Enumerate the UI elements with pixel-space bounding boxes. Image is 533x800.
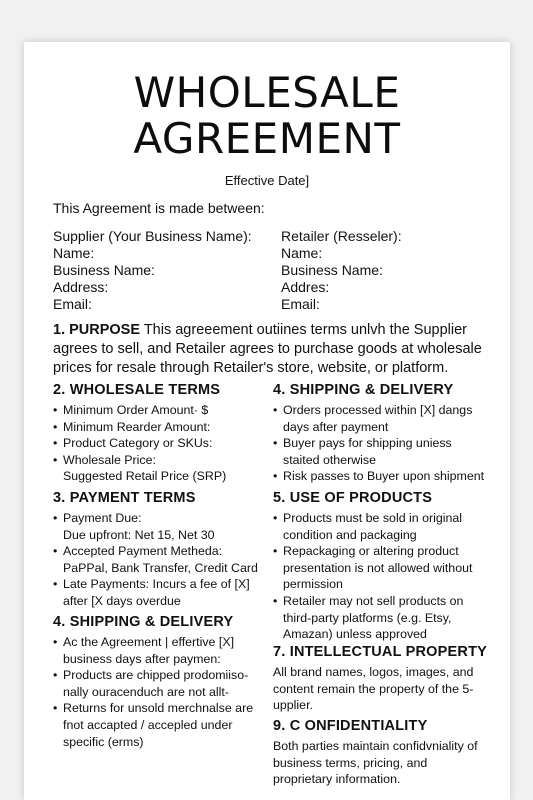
shipping-left-heading: 4. SHIPPING & DELIVERY <box>53 614 234 630</box>
list-item: • Products must be sold in original condition and packaging <box>273 510 487 543</box>
shipping-right-heading: 4. SHIPPING & DELIVERY <box>273 382 454 398</box>
use-of-products-heading: 5. USE OF PRODUCTS <box>273 490 433 506</box>
retailer-address-field: Addres: <box>281 279 330 295</box>
wholesale-terms-section <box>53 382 267 485</box>
intellectual-property-heading: 7. INTELLECTUAL PROPERTY <box>273 644 487 660</box>
payment-terms-heading: 3. PAYMENT TERMS <box>53 490 196 506</box>
intellectual-property-text: All brand names, logos, images, and content remain the property of the 5-upplier. <box>273 665 474 713</box>
list-item: • Products are chipped prodomiiso-nally ouracenduch are not allt- <box>53 667 267 700</box>
confidentiality-section <box>273 718 487 788</box>
retailer-email-field: Email: <box>281 296 320 312</box>
list-item: • Returns for unsold merchnalse are fnot accapted / accepled under specific (erms) <box>53 700 267 750</box>
intellectual-property-section <box>273 644 487 714</box>
shipping-right-section <box>273 382 487 485</box>
list-item: • Ac the Agreement | effertive [X] business days after paymen: <box>53 634 267 667</box>
list-item: • Orders processed within [X] dangs days after payment <box>273 402 487 435</box>
list-item: • Risk passes to Buyer upon shipment <box>273 468 487 485</box>
agreement-document <box>24 42 510 800</box>
supplier-name-field: Name: <box>53 245 95 261</box>
list-item: • Accepted Payment Metheda: PaPPal, Bank Transfer, Credit Card <box>53 543 267 576</box>
list-item: • Minimum Rearder Amount: <box>53 419 267 436</box>
retailer-name-field: Name: <box>281 245 323 261</box>
confidentiality-heading: 9. C ONFIDENTIALITY <box>273 718 428 734</box>
list-item: • Product Category or SKUs: <box>53 435 267 452</box>
supplier-address-field: Address: <box>53 279 109 295</box>
supplier-email-field: Email: <box>53 296 92 312</box>
list-item: • Late Payments: Incurs a fee of [X] after [X days overdue <box>53 576 267 609</box>
list-item: • Payment Due: Due upfront: Net 15, Net 30 <box>53 510 267 543</box>
shipping-left-section <box>53 614 267 750</box>
use-of-products-section <box>273 490 487 643</box>
supplier-heading: Supplier (Your Business Name): <box>53 228 252 244</box>
list-item: • Wholesale Price: Suggested Retail Price (SRP) <box>53 452 267 485</box>
retailer-block <box>281 228 402 313</box>
wholesale-terms-heading: 2. WHOLESALE TERMS <box>53 382 221 398</box>
title-line-1: WHOLESALE <box>133 68 401 117</box>
effective-date: Effective Date] <box>224 173 310 188</box>
title-line-2: AGREEMENT <box>133 114 401 163</box>
confidentiality-text: Both parties maintain confidvniality of business terms, pricing, and proprietary information. <box>273 739 478 787</box>
list-item: • Repackaging or altering product presentation is not allowed without permission <box>273 543 487 593</box>
payment-terms-section <box>53 490 267 610</box>
supplier-business-name-field: Business Name: <box>53 262 155 278</box>
document-title <box>24 70 510 162</box>
list-item: • Buyer pays for shipping uniess staited otherwise <box>273 435 487 468</box>
retailer-business-name-field: Business Name: <box>281 262 383 278</box>
retailer-heading: Retailer (Resseler): <box>281 228 402 244</box>
purpose-heading: 1. PURPOSE <box>53 322 141 338</box>
list-item: • Retailer may not sell products on third-party platforms (e.g. Etsy, Amazan) unless approved <box>273 593 487 643</box>
intro-text: This Agreement is made between: <box>53 200 265 216</box>
list-item: • Minimum Order Amount· $ <box>53 402 267 419</box>
purpose-section <box>53 321 485 378</box>
supplier-block <box>53 228 252 313</box>
purpose-text: This agreeement outiines terms unlvh the Supplier agrees to sell, and Retailer agrees to purchase goods at wholesale prices for resale through Retailer's store, website, or platform. <box>53 322 482 376</box>
